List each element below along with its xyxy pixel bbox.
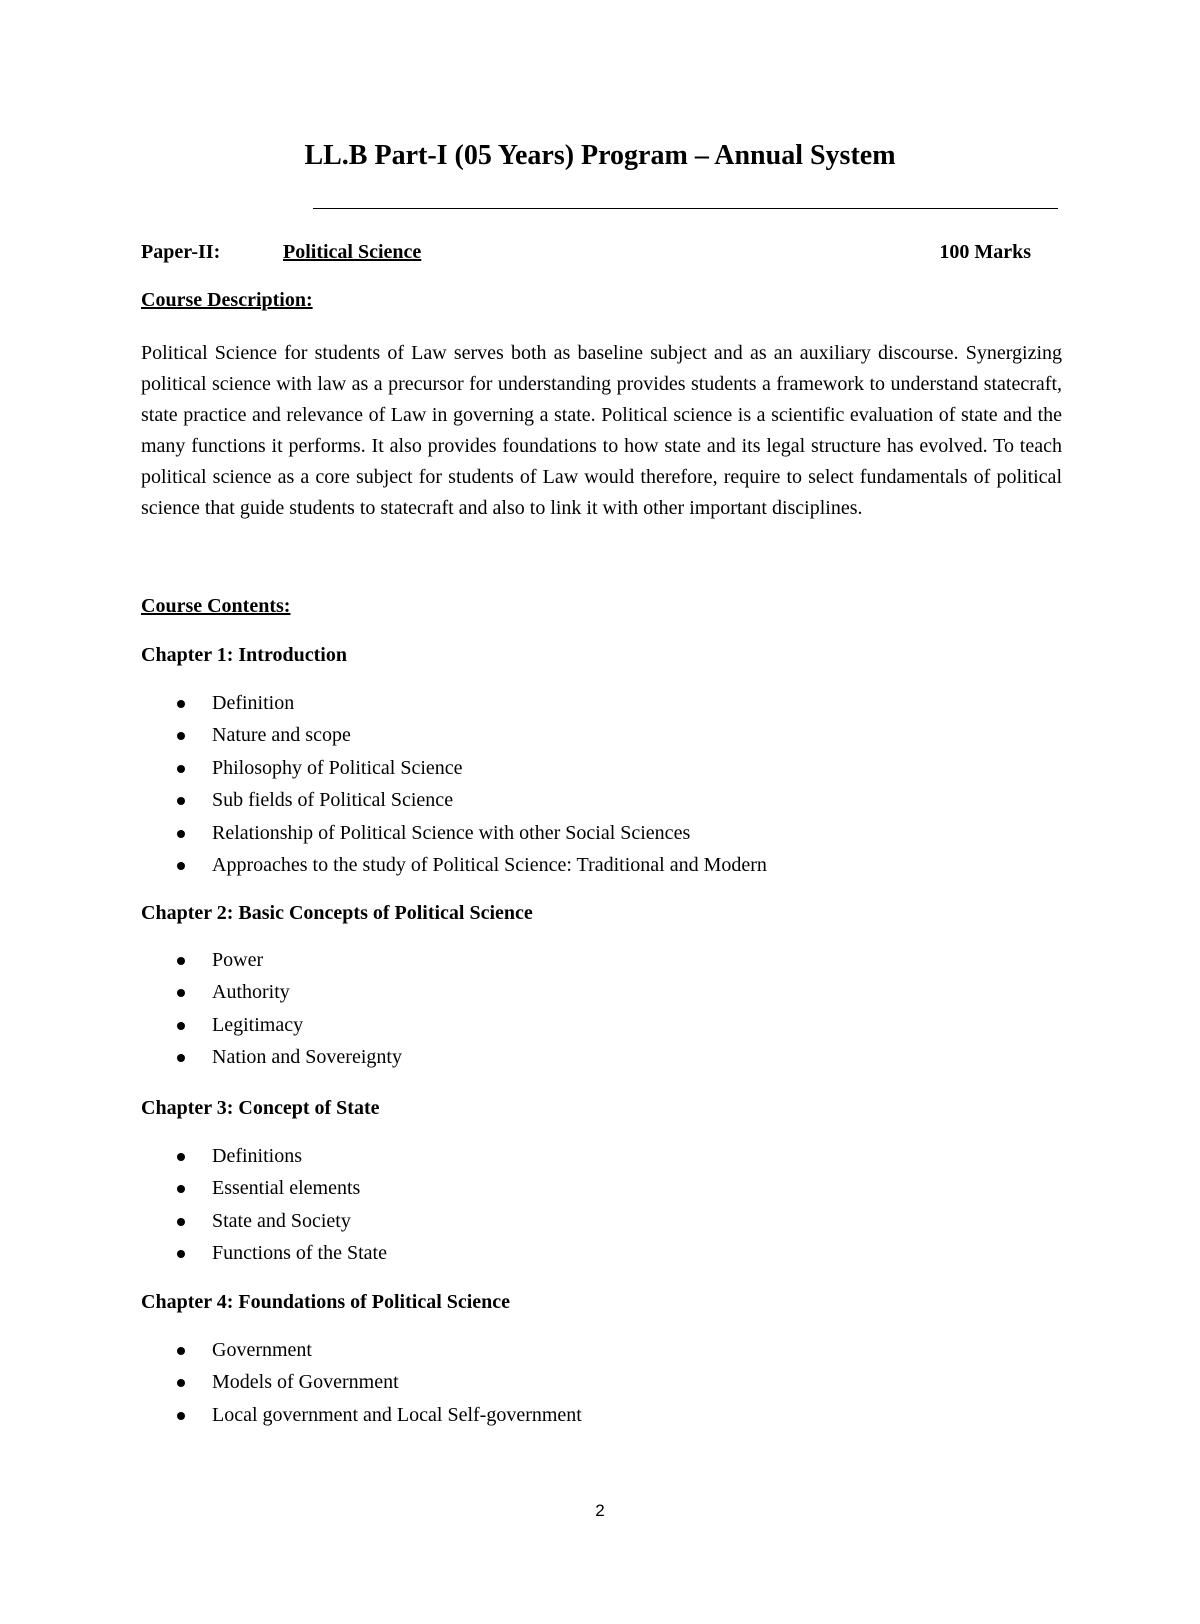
bullet-icon — [177, 957, 185, 965]
list-item-text: Definitions — [212, 1145, 302, 1167]
list-item-text: State and Society — [212, 1209, 351, 1232]
bullet-icon — [177, 1153, 185, 1161]
paper-marks: 100 Marks — [939, 241, 1031, 263]
chapter-2-heading: Chapter 2: Basic Concepts of Political Science — [141, 902, 533, 924]
bullet-icon — [177, 765, 185, 773]
course-description-text: Political Science for students of Law serves both as baseline subject and as an auxiliary discourse. Synergizing political science with law as a precursor for understanding provides students a framework to understand statecraft, state practice and relevance of Law in governing a state. Political science is a scientific evaluation of state and the many functions it performs. It also provides foundations to how state and its legal structure has evolved. To teach political science as a core subject for students of Law would therefore, require to select fundamentals of political science that guide students to statecraft and also to link it with other important disciplines. — [141, 342, 1062, 519]
bullet-icon — [177, 989, 185, 997]
bullet-icon — [177, 732, 185, 740]
list-item-text: Local government and Local Self-government — [212, 1403, 582, 1426]
bullet-icon — [177, 1347, 185, 1355]
list-item-text: Philosophy of Political Science — [212, 756, 463, 779]
chapter-3-heading: Chapter 3: Concept of State — [141, 1097, 380, 1119]
list-item-text: Definition — [212, 692, 295, 714]
bullet-icon — [177, 1185, 185, 1193]
bullet-icon — [177, 1054, 185, 1062]
bullet-icon — [177, 1379, 185, 1387]
title-underline-divider — [313, 208, 1058, 209]
bullet-icon — [177, 1412, 185, 1420]
list-item-text: Power — [212, 949, 264, 971]
page-title: LL.B Part-I (05 Years) Program – Annual System — [304, 140, 896, 171]
bullet-icon — [177, 1218, 185, 1226]
list-item-text: Nature and scope — [212, 724, 351, 747]
list-item-text: Models of Government — [212, 1371, 399, 1394]
bullet-icon — [177, 862, 185, 870]
chapter-4-heading: Chapter 4: Foundations of Political Science — [141, 1291, 511, 1313]
bullet-icon — [177, 700, 185, 708]
list-item-text: Essential elements — [212, 1177, 361, 1200]
list-item-text: Legitimacy — [212, 1013, 304, 1036]
page-number: 2 — [595, 1501, 605, 1520]
list-item-text: Relationship of Political Science with other Social Sciences — [212, 821, 691, 844]
course-contents-heading: Course Contents: — [141, 595, 291, 617]
list-item-text: Authority — [212, 981, 290, 1004]
list-item-text: Nation and Sovereignty — [212, 1046, 402, 1069]
paper-label: Paper-II: — [141, 241, 221, 263]
list-item-text: Government — [212, 1339, 312, 1361]
paper-name: Political Science — [283, 241, 422, 263]
list-item-text: Functions of the State — [212, 1242, 387, 1265]
bullet-icon — [177, 1250, 185, 1258]
paper-header-row — [141, 237, 1031, 267]
bullet-icon — [177, 830, 185, 838]
list-item-text: Approaches to the study of Political Science: Traditional and Modern — [212, 853, 767, 876]
course-description-heading: Course Description: — [141, 289, 313, 311]
chapter-1-heading: Chapter 1: Introduction — [141, 644, 347, 666]
list-item-text: Sub fields of Political Science — [212, 789, 454, 812]
bullet-icon — [177, 797, 185, 805]
bullet-icon — [177, 1022, 185, 1030]
